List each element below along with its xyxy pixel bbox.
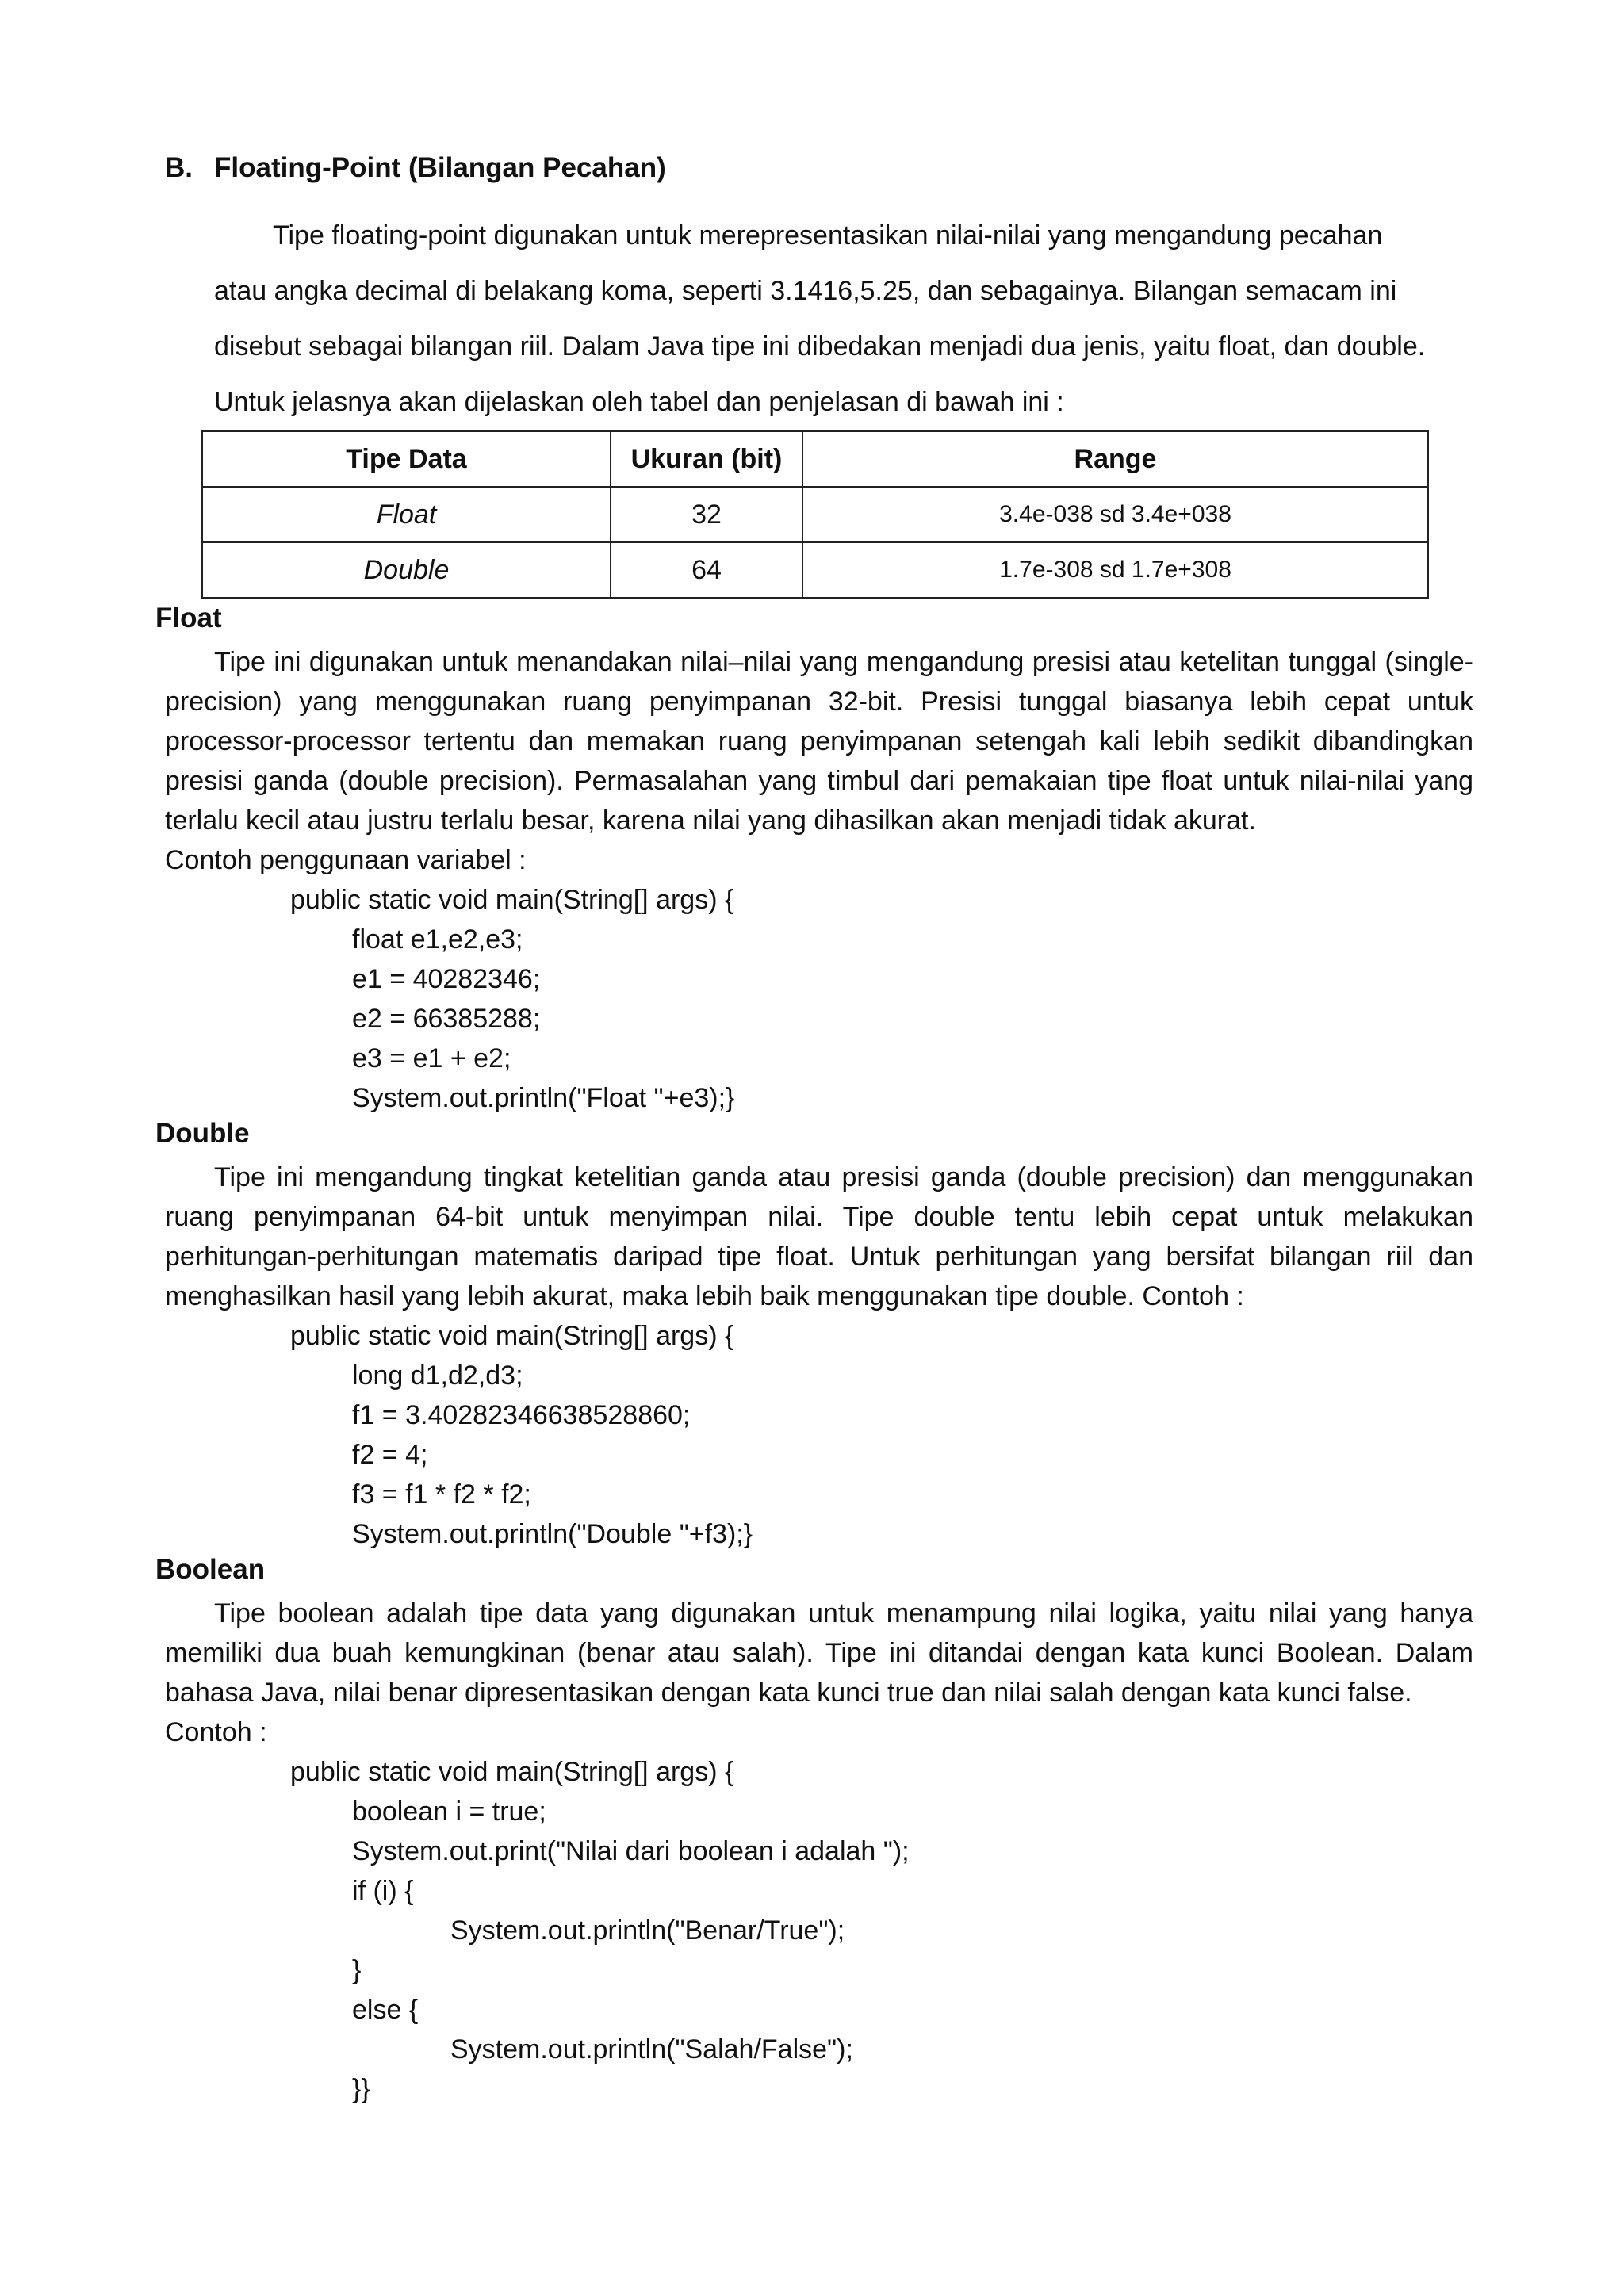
code-line: }: [352, 1955, 362, 1985]
intro-line: disebut sebagai bilangan riil. Dalam Java tipe ini dibedakan menjadi dua jenis, yaitu float, dan double.: [214, 331, 1426, 362]
float-text: Tipe ini digunakan untuk menandakan nilai–nilai yang mengandung presisi atau ketelitan tunggal (single-precision) yang menggunakan ruang penyimpanan 32-bit. Presisi tunggal biasanya lebih cepat untuk processor-processor tertentu dan memakan ruang penyimpanan setengah kali lebih sedikit dibandingkan presisi ganda (double precision). Permasalahan yang timbul dari pemakaian tipe float untuk nilai-nilai yang terlalu kecil atau justru terlalu besar, karena nilai yang dihasilkan akan menjadi tidak akurat.: [165, 647, 1473, 836]
section-letter: B.: [165, 152, 193, 183]
data-type-table: [201, 430, 1429, 599]
code-line: System.out.println("Benar/True");: [450, 1915, 845, 1946]
code-line: else {: [352, 1995, 419, 2025]
table-header: Tipe Data: [202, 431, 611, 487]
float-paragraph: [165, 642, 1473, 880]
float-heading: Float: [155, 603, 222, 633]
code-line: }}: [352, 2074, 370, 2104]
boolean-text: Tipe boolean adalah tipe data yang digunakan untuk menampung nilai logika, yaitu nilai yang hanya memiliki dua buah kemungkinan (benar atau salah). Tipe ini ditandai dengan kata kunci Boolean. Dalam bahasa Java, nilai benar dipresentasikan dengan kata kunci true dan nilai salah dengan kata kunci false.: [165, 1598, 1473, 1708]
table-cell: 64: [611, 542, 802, 598]
double-text: Tipe ini mengandung tingkat ketelitian ganda atau presisi ganda (double precision) dan menggunakan ruang penyimpanan 64-bit untuk menyimpan nilai. Tipe double tentu lebih cepat untuk melakukan perhitungan-perhitungan matematis daripad tipe float. Untuk perhitungan yang bersifat bilangan riil dan menghasilkan hasil yang lebih akurat, maka lebih baik menggunakan tipe double. Contoh :: [165, 1162, 1473, 1311]
code-line: public static void main(String[] args) {: [290, 1321, 734, 1351]
code-line: System.out.println("Float "+e3);}: [352, 1083, 735, 1113]
code-line: e3 = e1 + e2;: [352, 1043, 511, 1073]
double-heading: Double: [155, 1118, 250, 1149]
table-cell: Float: [202, 487, 611, 542]
code-line: e2 = 66385288;: [352, 1004, 541, 1034]
table-row: [202, 542, 1428, 598]
code-line: System.out.println("Salah/False");: [450, 2034, 853, 2064]
intro-line: atau angka decimal di belakang koma, seperti 3.1416,5.25, dan sebagainya. Bilangan semacam ini: [214, 276, 1397, 306]
table-cell: 32: [611, 487, 802, 542]
table-header-row: [202, 431, 1428, 487]
code-line: e1 = 40282346;: [352, 964, 541, 994]
code-line: System.out.println("Double "+f3);}: [352, 1519, 753, 1549]
code-line: float e1,e2,e3;: [352, 924, 523, 955]
boolean-example-label: Contoh :: [165, 1717, 267, 1747]
float-example-label: Contoh penggunaan variabel :: [165, 845, 527, 875]
code-line: boolean i = true;: [352, 1797, 546, 1827]
code-line: f1 = 3.40282346638528860;: [352, 1400, 691, 1430]
table-cell: Double: [202, 542, 611, 598]
boolean-paragraph: [165, 1594, 1473, 1752]
table-header: Range: [802, 431, 1428, 487]
code-line: if (i) {: [352, 1876, 414, 1906]
double-paragraph: [165, 1158, 1473, 1316]
section-title: Floating-Point (Bilangan Pecahan): [214, 152, 666, 183]
code-line: f2 = 4;: [352, 1440, 428, 1470]
intro-line: Tipe floating-point digunakan untuk merepresentasikan nilai-nilai yang mengandung pecahan: [273, 220, 1383, 251]
code-line: f3 = f1 * f2 * f2;: [352, 1479, 531, 1510]
section-heading: [165, 152, 666, 184]
boolean-heading: Boolean: [155, 1554, 266, 1585]
intro-line: Untuk jelasnya akan dijelaskan oleh tabel dan penjelasan di bawah ini :: [214, 387, 1064, 417]
table-row: [202, 487, 1428, 542]
table-cell: 1.7e-308 sd 1.7e+308: [802, 542, 1428, 598]
code-line: System.out.print("Nilai dari boolean i adalah ");: [352, 1836, 910, 1866]
code-line: public static void main(String[] args) {: [290, 1757, 734, 1787]
intro-paragraph: [214, 208, 1467, 430]
code-line: public static void main(String[] args) {: [290, 885, 734, 915]
table-cell: 3.4e-038 sd 3.4e+038: [802, 487, 1428, 542]
code-line: long d1,d2,d3;: [352, 1360, 523, 1391]
table-header: Ukuran (bit): [611, 431, 802, 487]
